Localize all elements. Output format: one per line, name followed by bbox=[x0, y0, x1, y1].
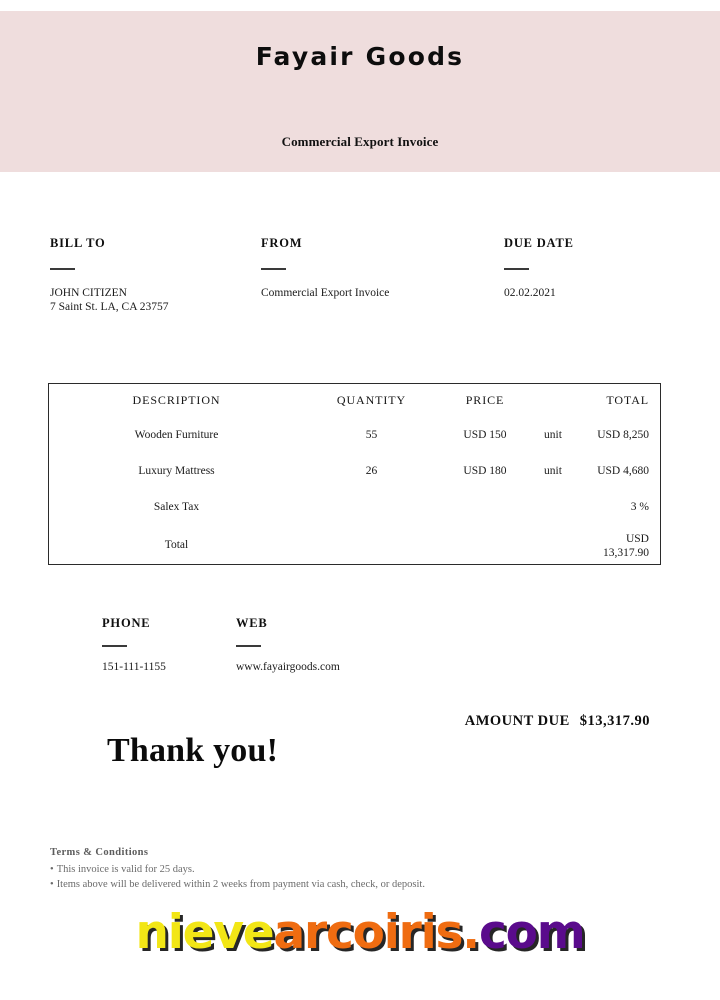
phone-rule bbox=[102, 645, 127, 647]
total-label: Total bbox=[164, 539, 189, 551]
phone-value[interactable]: 151-111-1155 bbox=[102, 661, 166, 673]
row-quantity: 55 bbox=[365, 429, 378, 441]
bill-to-label: BILL TO bbox=[50, 236, 106, 250]
terms-item-text: This invoice is valid for 25 days. bbox=[56, 864, 195, 875]
contact-row bbox=[102, 616, 552, 686]
row-unit: unit bbox=[544, 465, 562, 477]
items-table bbox=[48, 383, 661, 565]
meta-block-from bbox=[261, 236, 389, 300]
header-description: DESCRIPTION bbox=[132, 393, 221, 407]
from-value: Commercial Export Invoice bbox=[261, 287, 390, 299]
contact-block-web bbox=[236, 616, 340, 673]
tax-label: Salex Tax bbox=[153, 501, 200, 513]
terms-title: Terms & Conditions bbox=[50, 847, 149, 858]
amount-due-value: $13,317.90 bbox=[579, 713, 650, 729]
bill-to-rule bbox=[50, 268, 75, 270]
watermark-part-a: nieve bbox=[135, 905, 274, 960]
table-row bbox=[49, 429, 662, 465]
web-rule bbox=[236, 645, 261, 647]
row-total: USD 8,250 bbox=[597, 429, 649, 441]
row-description: Luxury Mattress bbox=[138, 465, 215, 477]
row-description: Wooden Furniture bbox=[134, 429, 219, 441]
row-unit: unit bbox=[544, 429, 562, 441]
meta-block-bill-to bbox=[50, 236, 169, 314]
amount-due bbox=[200, 713, 650, 730]
due-date-rule bbox=[504, 268, 529, 270]
bullet-icon: • bbox=[50, 879, 54, 890]
watermark-part-c: com bbox=[478, 905, 585, 960]
header-total: TOTAL bbox=[606, 393, 649, 407]
total-amount bbox=[575, 532, 649, 560]
phone-label: PHONE bbox=[102, 616, 151, 630]
header-quantity: QUANTITY bbox=[336, 393, 407, 407]
table-row bbox=[49, 465, 662, 501]
bill-to-name: JOHN CITIZEN bbox=[50, 287, 127, 299]
contact-block-phone bbox=[102, 616, 166, 673]
bullet-icon: • bbox=[50, 864, 54, 875]
watermark-part-b: arcoiris. bbox=[273, 905, 479, 960]
row-quantity: 26 bbox=[365, 465, 378, 477]
thank-you-message: Thank you! bbox=[107, 732, 279, 769]
tax-value: 3 % bbox=[630, 501, 649, 513]
meta-block-due-date bbox=[504, 236, 574, 300]
from-rule bbox=[261, 268, 286, 270]
terms-item-text: Items above will be delivered within 2 weeks from payment via cash, check, or deposit. bbox=[56, 879, 425, 890]
company-name: Fayair Goods bbox=[255, 42, 465, 71]
terms-and-conditions bbox=[50, 847, 650, 892]
header-price: PRICE bbox=[465, 393, 505, 407]
from-label: FROM bbox=[261, 236, 303, 250]
row-price: USD 180 bbox=[463, 465, 507, 477]
row-total: USD 4,680 bbox=[597, 465, 649, 477]
total-value: 13,317.90 bbox=[603, 547, 649, 559]
due-date-value: 02.02.2021 bbox=[504, 287, 556, 299]
table-header-row bbox=[49, 393, 662, 429]
due-date-label: DUE DATE bbox=[504, 236, 574, 250]
web-label: WEB bbox=[236, 616, 268, 630]
table-row-total bbox=[49, 532, 662, 564]
invoice-meta-row bbox=[50, 236, 664, 326]
terms-item bbox=[50, 877, 650, 892]
row-price: USD 150 bbox=[463, 429, 507, 441]
total-currency: USD bbox=[625, 533, 649, 545]
web-value[interactable]: www.fayairgoods.com bbox=[236, 661, 340, 673]
terms-item bbox=[50, 862, 650, 877]
document-subtitle: Commercial Export Invoice bbox=[281, 134, 439, 149]
bill-to-address: 7 Saint St. LA, CA 23757 bbox=[50, 301, 169, 313]
amount-due-label: AMOUNT DUE bbox=[464, 713, 570, 729]
site-watermark bbox=[0, 905, 720, 960]
